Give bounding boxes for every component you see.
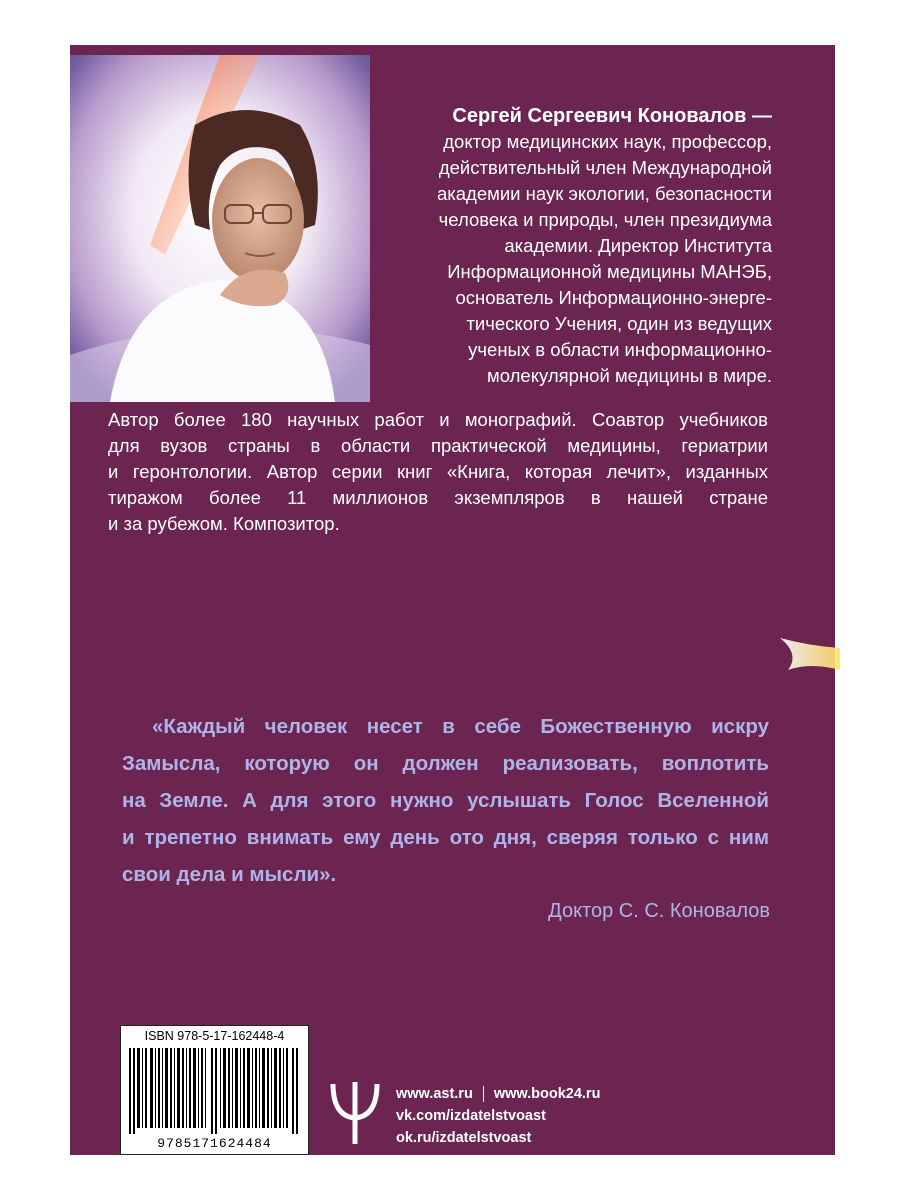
bio-line: тиражом более 11 миллионов экземпляров в нашей стране [108,487,768,508]
bio-line: академии. Директор Института [504,235,772,256]
bio-line: доктор медицинских наук, профессор, [443,131,772,152]
bio-line: и геронтологии. Автор серии книг «Книга, которая лечит», изданных [108,461,768,482]
bio-line: действительный член Международной [438,157,772,178]
link-vk[interactable]: vk.com/izdatelstvoast [396,1108,546,1124]
quote-line: Замысла, которую он должен реализовать, воплотить [122,752,769,775]
bio-line: и за рубежом. Композитор. [108,513,340,534]
bio-line: для вузов страны в области практической медицины, гериатрии [108,435,768,456]
isbn-number: ISBN 978-5-17-162448-4 [144,1029,285,1043]
quote-line: свои дела и мысли». [122,863,337,886]
bio-line: молекулярной медицины в мире. [487,365,772,386]
link-ast[interactable]: www.ast.ru [396,1086,473,1102]
author-name: Сергей Сергеевич Коновалов — [452,105,772,127]
bio-line: Автор более 180 научных работ и монографий. Соавтор учебников [108,409,768,430]
barcode-bars [127,1048,302,1134]
bio-line: Информационной медицины МАНЭБ, [447,261,772,282]
publisher-links [396,1083,600,1149]
link-book24[interactable]: www.book24.ru [493,1086,601,1102]
quote-line: на Земле. А для этого нужно услышать Голос Вселенной [122,789,769,812]
quote-line: и трепетно внимать ему день ото дня, сверяя только с ним [122,826,769,849]
bio-line: основатель Информационно-энерге- [455,287,772,308]
bio-line: тического Учения, один из ведущих [466,313,772,334]
barcode-digits: 9785171624484 [157,1136,272,1151]
bio-line: академии наук экологии, безопасности [436,183,772,204]
barcode [120,1025,309,1155]
link-ok[interactable]: ok.ru/izdatelstvoast [396,1130,532,1146]
psi-logo-icon [325,1078,385,1148]
bio-line: человека и природы, член президиума [438,209,772,230]
light-flare [780,630,840,690]
author-portrait-icon [70,55,370,402]
link-separator [483,1086,484,1102]
bio-line: ученых в области информационно- [468,339,772,360]
author-photo [70,55,370,402]
quote-signature: Доктор С. С. Коновалов [548,900,770,922]
quote-line: «Каждый человек несет в себе Божественную искру [152,715,769,738]
